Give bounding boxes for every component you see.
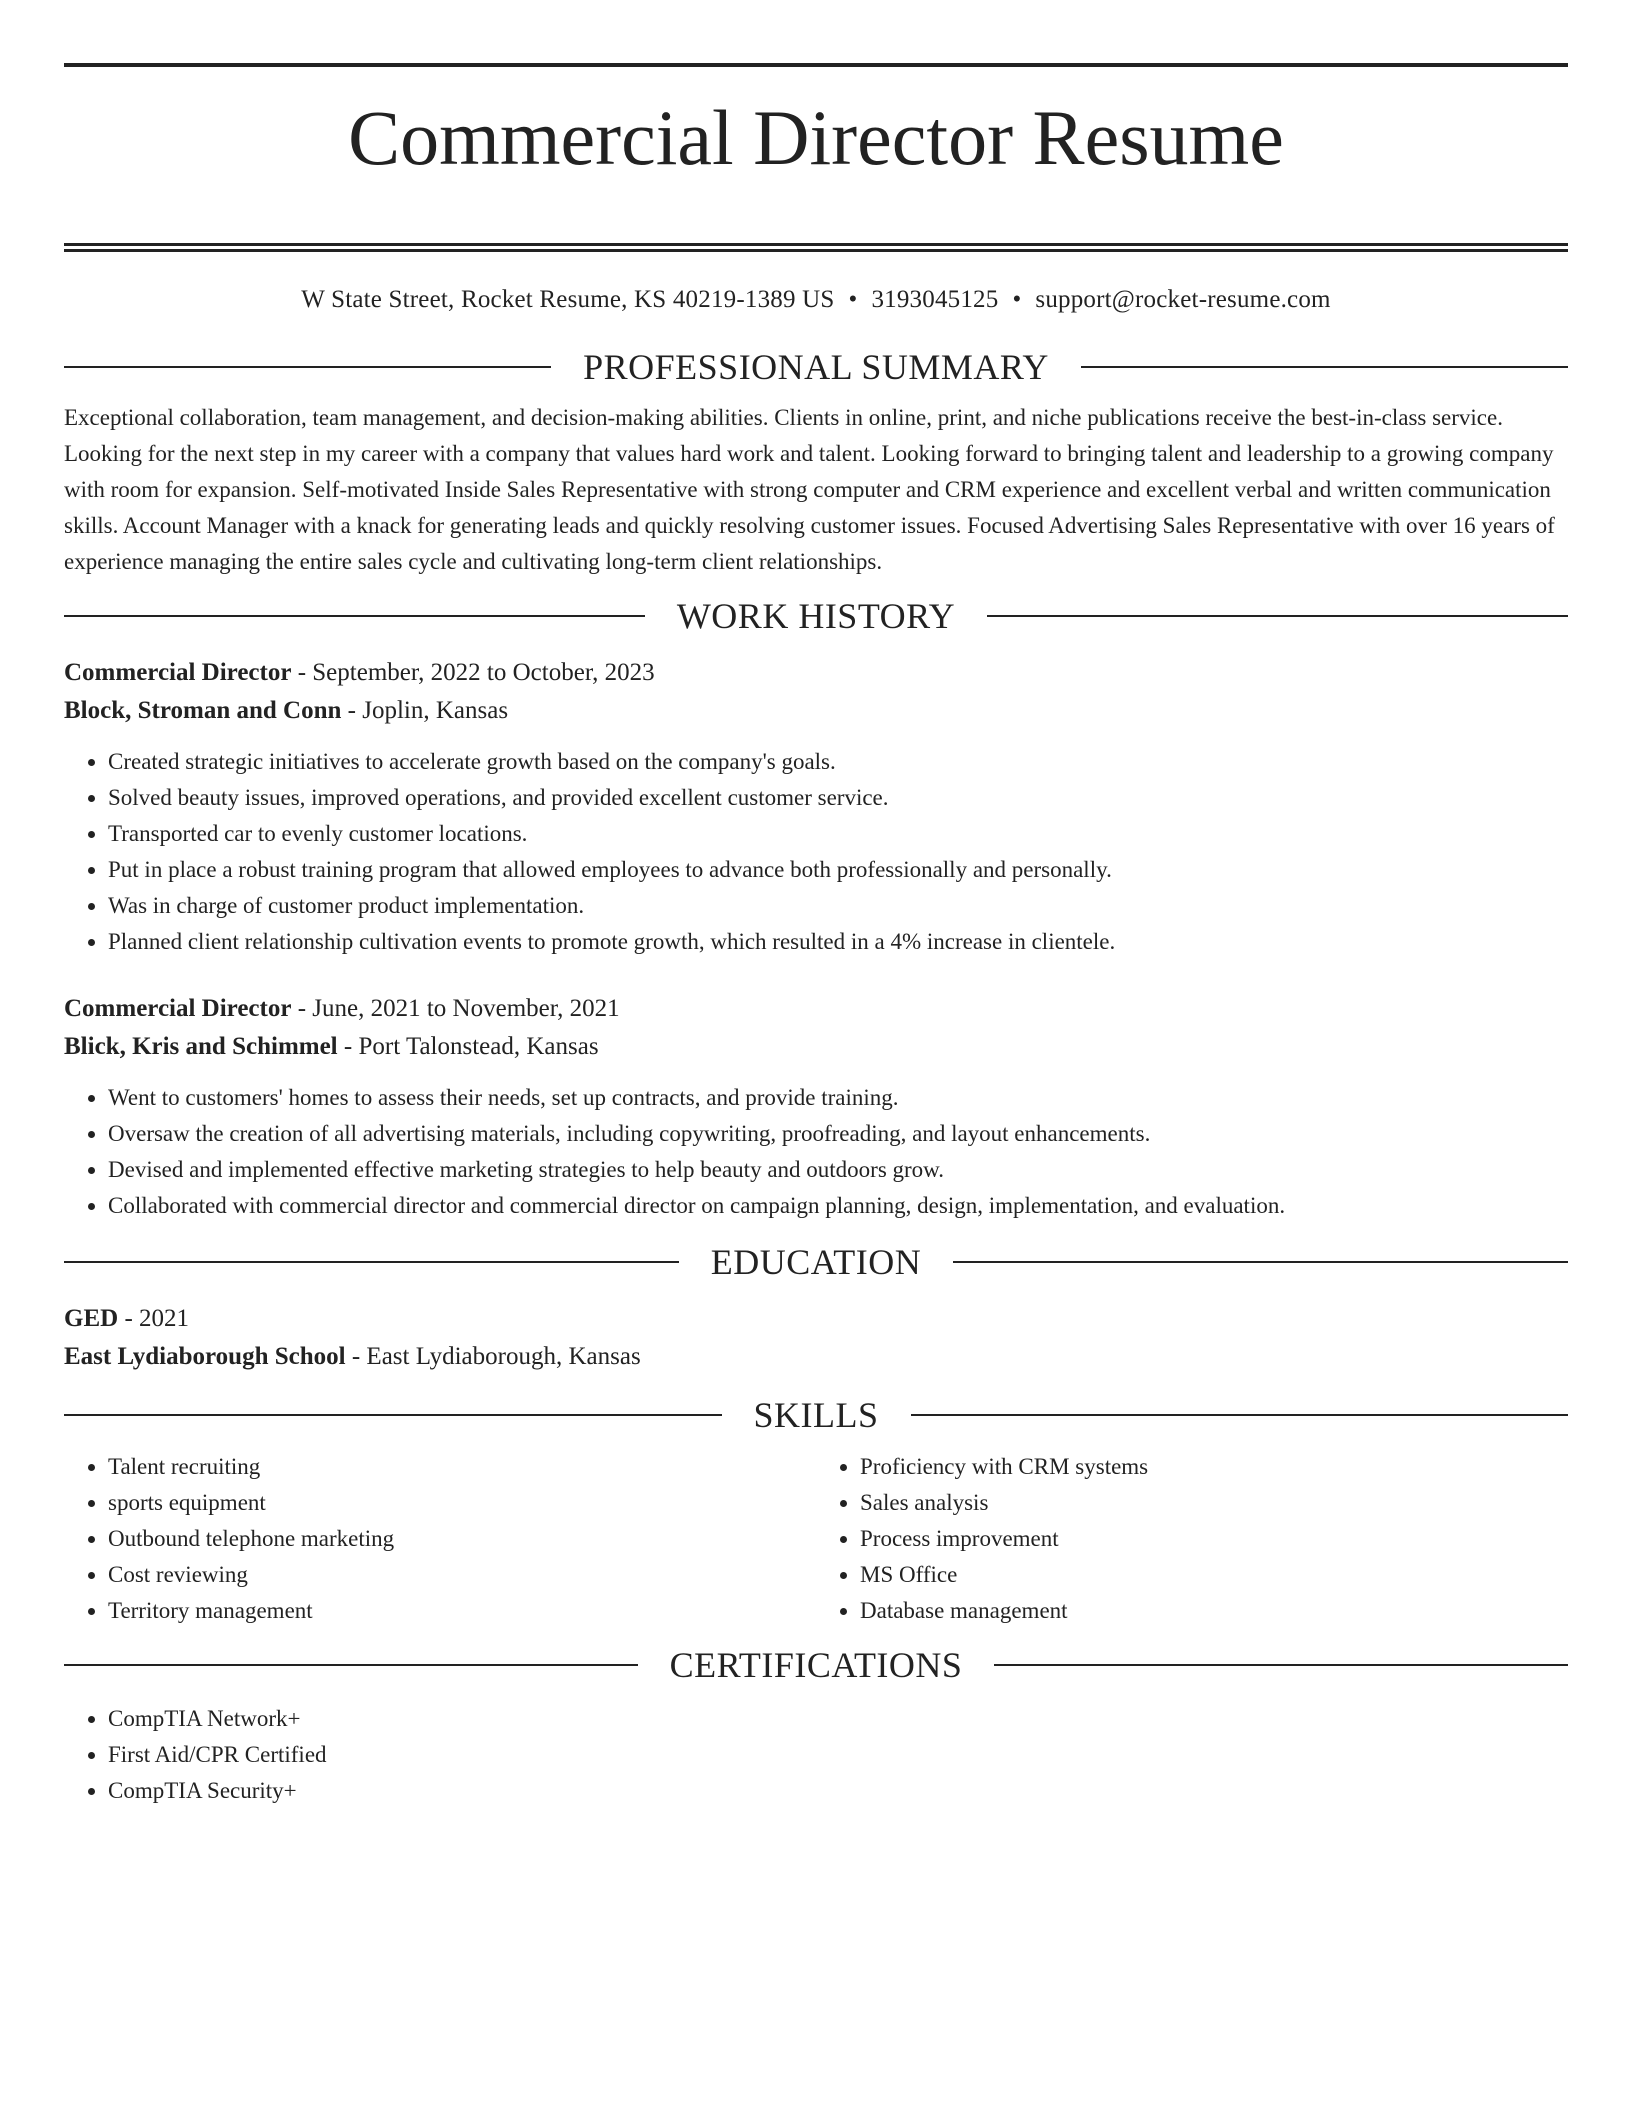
- job-title: Commercial Director: [64, 659, 292, 686]
- list-item: • Devised and implemented effective marketing strategies to help beauty and outdoors grow.: [108, 1152, 1568, 1188]
- list-item: • First Aid/CPR Certified: [108, 1737, 1568, 1773]
- heading-rule-left: [64, 366, 551, 368]
- education-entry: [64, 1300, 1568, 1376]
- list-item: • MS Office: [860, 1557, 1568, 1593]
- list-item: • Collaborated with commercial director and commercial director on campaign planning, design, implementation, and evaluation.: [108, 1188, 1568, 1224]
- job-dates: - June, 2021 to November, 2021: [291, 995, 620, 1022]
- job-location: - Port Talonstead, Kansas: [337, 1033, 599, 1060]
- education-year: - 2021: [118, 1305, 190, 1332]
- list-item: • Cost reviewing: [108, 1557, 816, 1593]
- heading-rule-right: [994, 1664, 1568, 1666]
- heading-rule-left: [64, 1414, 722, 1416]
- heading-rule-left: [64, 1261, 679, 1263]
- section-heading-skills: [64, 1395, 1568, 1435]
- education-school-line: [64, 1338, 1568, 1376]
- section-heading-certifications: [64, 1645, 1568, 1685]
- job-dates: - September, 2022 to October, 2023: [291, 659, 655, 686]
- heading-rule-left: [64, 615, 645, 617]
- skills-grid: [64, 1449, 1568, 1629]
- list-item: • CompTIA Security+: [108, 1773, 1568, 1809]
- job-bullets: [64, 1080, 1568, 1224]
- list-item: • Oversaw the creation of all advertising materials, including copywriting, proofreading, and layout enhancements.: [108, 1116, 1568, 1152]
- education-location: - East Lydiaborough, Kansas: [345, 1343, 641, 1370]
- summary-text: Exceptional collaboration, team management, and decision-making abilities. Clients in online, print, and niche publications receive the best-in-class service. Looking for the next step in my career with a company that values hard work and talent. Looking forward to bringing talent and leadership to a growing company with room for expansion. Self-motivated Inside Sales Representative with strong computer and CRM experience and excellent verbal and written communication skills. Account Manager with a knack for generating leads and quickly resolving customer issues. Focused Advertising Sales Representative with over 16 years of experience managing the entire sales cycle and cultivating long-term client relationships.: [64, 405, 1555, 574]
- heading-rule-right: [1081, 366, 1568, 368]
- job-entry: [64, 654, 1568, 960]
- section-heading-work: [64, 596, 1568, 636]
- job-title-line: [64, 990, 1568, 1028]
- list-item: • Created strategic initiatives to accelerate growth based on the company's goals.: [108, 744, 1568, 780]
- heading-rule-right: [953, 1261, 1568, 1263]
- skills-list-left: [64, 1449, 816, 1629]
- contact-address: W State Street, Rocket Resume, KS 40219-1389 US: [301, 286, 835, 313]
- certifications-list: [64, 1701, 1568, 1809]
- list-item: • Territory management: [108, 1593, 816, 1629]
- list-item: • Went to customers' homes to assess their needs, set up contracts, and provide training.: [108, 1080, 1568, 1116]
- list-item: • Talent recruiting: [108, 1449, 816, 1485]
- job-company-line: [64, 692, 1568, 730]
- contact-line: [64, 284, 1568, 316]
- job-title-line: [64, 654, 1568, 692]
- list-item: • Sales analysis: [860, 1485, 1568, 1521]
- list-item: • Transported car to evenly customer locations.: [108, 816, 1568, 852]
- job-company: Blick, Kris and Schimmel: [64, 1033, 338, 1060]
- job-location: - Joplin, Kansas: [341, 697, 509, 724]
- list-item: • Was in charge of customer product implementation.: [108, 888, 1568, 924]
- section-title-certifications: CERTIFICATIONS: [669, 1645, 963, 1685]
- heading-rule-right: [987, 615, 1568, 617]
- job-title: Commercial Director: [64, 995, 292, 1022]
- list-item: • Planned client relationship cultivation events to promote growth, which resulted in a 4% increase in clientele.: [108, 924, 1568, 960]
- education-degree: GED: [64, 1305, 119, 1332]
- job-company: Block, Stroman and Conn: [64, 697, 342, 724]
- section-title-skills: SKILLS: [753, 1395, 879, 1435]
- list-item: • Put in place a robust training program that allowed employees to advance both professionally and personally.: [108, 852, 1568, 888]
- section-title-education: EDUCATION: [710, 1242, 922, 1282]
- section-title-work: WORK HISTORY: [676, 596, 956, 636]
- list-item: • Process improvement: [860, 1521, 1568, 1557]
- resume-title: Commercial Director Resume: [348, 94, 1284, 181]
- section-heading-education: [64, 1242, 1568, 1282]
- job-entry: [64, 990, 1568, 1224]
- contact-separator: •: [848, 286, 858, 313]
- list-item: • sports equipment: [108, 1485, 816, 1521]
- skills-list-right: [816, 1449, 1568, 1629]
- title-double-rule: [64, 243, 1568, 252]
- list-item: • Solved beauty issues, improved operations, and provided excellent customer service.: [108, 780, 1568, 816]
- job-company-line: [64, 1028, 1568, 1066]
- list-item: • Proficiency with CRM systems: [860, 1449, 1568, 1485]
- section-title-summary: PROFESSIONAL SUMMARY: [583, 347, 1049, 387]
- education-degree-line: [64, 1300, 1568, 1338]
- contact-separator: •: [1012, 286, 1022, 313]
- education-school: East Lydiaborough School: [64, 1343, 346, 1370]
- list-item: • Outbound telephone marketing: [108, 1521, 816, 1557]
- heading-rule-right: [911, 1414, 1569, 1416]
- contact-phone: 3193045125: [871, 286, 999, 313]
- list-item: • Database management: [860, 1593, 1568, 1629]
- contact-email[interactable]: support@rocket-resume.com: [1035, 286, 1331, 313]
- heading-rule-left: [64, 1664, 638, 1666]
- section-heading-summary: [64, 347, 1568, 387]
- list-item: • CompTIA Network+: [108, 1701, 1568, 1737]
- job-bullets: [64, 744, 1568, 960]
